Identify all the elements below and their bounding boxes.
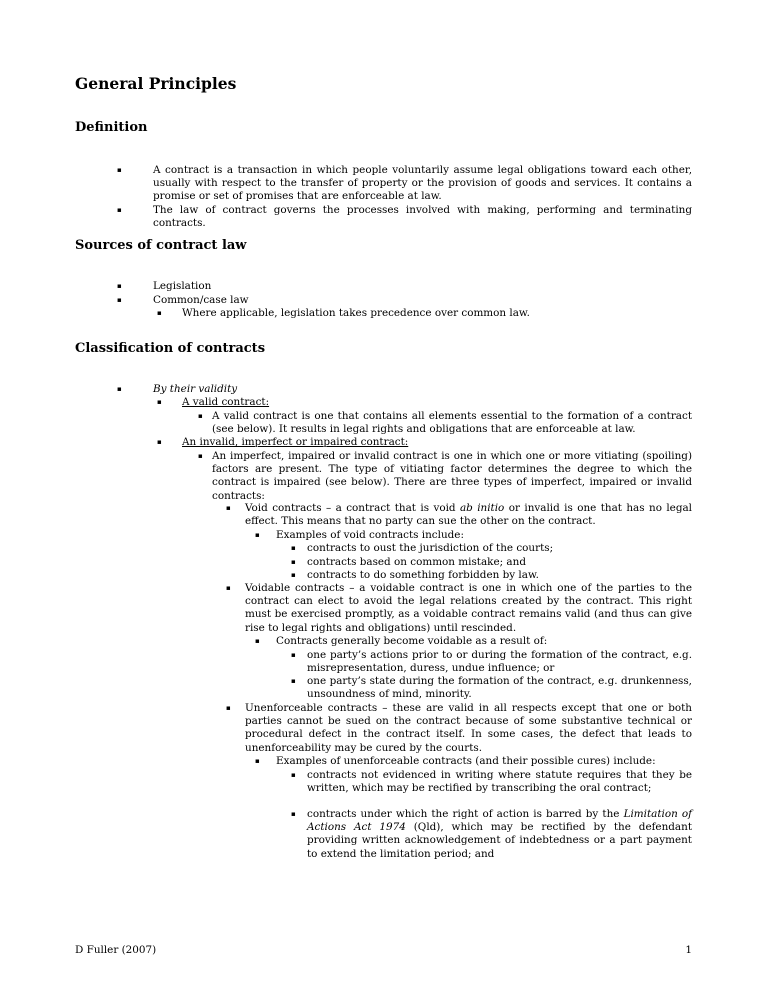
bullet-icon: ▪ — [117, 282, 122, 290]
valid-contract-text: A valid contract is one that contains all elements essential to the formation of a contract (see below). It results in legal rights and obligations that are enforceable at law. — [212, 410, 692, 436]
definition-heading: Definition — [75, 120, 148, 135]
bullet-icon: ▪ — [117, 166, 122, 174]
unenforceable-example-2: contracts under which the right of action is barred by the Limitation of Actions Act 1974 (Qld), which may be rectified by the defendant providing written acknowledgement of indebtedness or a part payment to extend the limitation period; and — [307, 808, 693, 860]
by-validity-label: By their validity — [153, 383, 238, 395]
bullet-icon: ▪ — [117, 206, 122, 214]
voidable-intro: Contracts generally become voidable as a result of: — [276, 635, 548, 647]
void-contracts-text: Void contracts – a contract that is void ab initio or invalid is one that has no legal effect. This means that no party can sue the other on the contract. — [245, 502, 692, 528]
bullet-icon: ▪ — [291, 558, 296, 566]
bullet-icon: ▪ — [255, 637, 260, 645]
bullet-icon: ▪ — [117, 385, 122, 393]
sources-item-2: Common/case law — [153, 294, 249, 306]
footer-author: D Fuller (2007) — [75, 944, 157, 956]
bullet-icon: ▪ — [157, 438, 162, 446]
bullet-icon: ▪ — [157, 398, 162, 406]
bullet-icon: ▪ — [198, 412, 203, 420]
void-examples-intro: Examples of void contracts include: — [276, 529, 464, 541]
void-example-2: contracts based on common mistake; and — [307, 556, 526, 568]
bullet-icon: ▪ — [117, 296, 122, 304]
page-number: 1 — [685, 944, 692, 956]
definition-item-1: A contract is a transaction in which people voluntarily assume legal obligations toward each other, usually with respect to the transfer of property or the provision of goods and services. It contains a promise or set of promises that are enforceable at law. — [153, 164, 692, 203]
invalid-contract-heading: An invalid, imperfect or impaired contract: — [182, 436, 409, 448]
bullet-icon: ▪ — [157, 309, 162, 317]
definition-item-2: The law of contract governs the processes involved with making, performing and terminating contracts. — [153, 204, 692, 230]
voidable-cause-1: one party’s actions prior to or during the formation of the contract, e.g. misrepresentation, duress, undue influence; or — [307, 649, 692, 675]
sources-heading: Sources of contract law — [75, 238, 247, 253]
voidable-cause-2: one party’s state during the formation of the contract, e.g. drunkenness, unsoundness of mind, minority. — [307, 675, 692, 701]
bullet-icon: ▪ — [291, 677, 296, 685]
void-example-1: contracts to oust the jurisdiction of the courts; — [307, 542, 554, 554]
bullet-icon: ▪ — [291, 544, 296, 552]
void-example-3: contracts to do something forbidden by law. — [307, 569, 539, 581]
valid-contract-heading: A valid contract: — [182, 396, 270, 408]
bullet-icon: ▪ — [291, 810, 296, 818]
unenforceable-contracts-text: Unenforceable contracts – these are valid in all respects except that one or both parties cannot be sued on the contract because of some substantive technical or procedural defect in the contract itself. In some cases, the defect that leads to unenforceability may be cured by the courts. — [245, 702, 692, 754]
sources-item-1: Legislation — [153, 280, 212, 292]
bullet-icon: ▪ — [226, 584, 231, 592]
bullet-icon: ▪ — [291, 571, 296, 579]
unenforceable-intro: Examples of unenforceable contracts (and their possible cures) include: — [276, 755, 656, 767]
classification-heading: Classification of contracts — [75, 341, 266, 356]
bullet-icon: ▪ — [255, 531, 260, 539]
voidable-contracts-text: Voidable contracts – a voidable contract is one in which one of the parties to the contract can elect to avoid the legal relations created by the contract. This right must be exercised promptly, as a voidable contract remains valid (and thus can give rise to legal rights and obligations) until rescinded. — [245, 582, 692, 634]
sources-sub-item: Where applicable, legislation takes precedence over common law. — [182, 307, 530, 319]
invalid-contract-text: An imperfect, impaired or invalid contract is one in which one or more vitiating (spoiling) factors are present. The type of vitiating factor determines the degree to which the contract is impaired (see below). There are three types of imperfect, impaired or invalid contracts: — [212, 450, 692, 502]
bullet-icon: ▪ — [291, 771, 296, 779]
page-title: General Principles — [75, 74, 237, 93]
bullet-icon: ▪ — [226, 504, 231, 512]
bullet-icon: ▪ — [198, 452, 203, 460]
bullet-icon: ▪ — [255, 757, 260, 765]
bullet-icon: ▪ — [291, 651, 296, 659]
bullet-icon: ▪ — [226, 704, 231, 712]
unenforceable-example-1: contracts not evidenced in writing where statute requires that they be written, which may be rectified by transcribing the oral contract; — [307, 769, 692, 795]
